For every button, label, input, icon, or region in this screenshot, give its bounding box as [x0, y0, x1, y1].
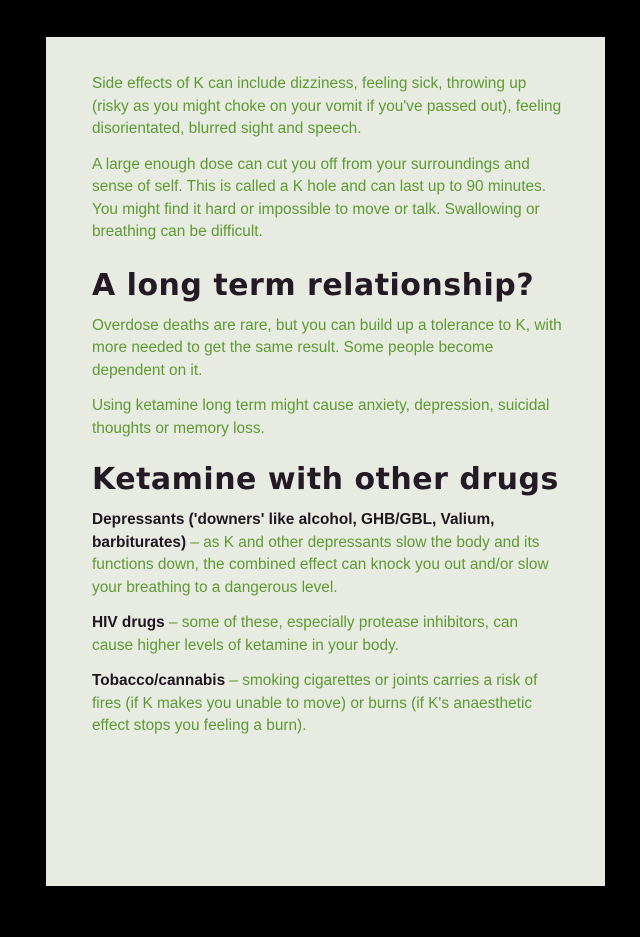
depressants-lead: Depressants ('downers' like alcohol, GHB/GBL, Valium, barbiturates) — [92, 511, 495, 551]
paragraph-hiv-drugs — [92, 612, 562, 657]
depressants-text: – as K and other depressants slow the body and its functions down, the combined effect can knock you out and/or slow your breathing to a dangerous level. — [92, 533, 549, 596]
tobacco-cannabis-text: – smoking cigarettes or joints carries a risk of fires (if K makes you unable to move) or burns (if K's anaesthetic effect stops you feeling a burn). — [92, 672, 538, 734]
hiv-drugs-text: – some of these, especially protease inhibitors, can cause higher levels of ketamine in your body. — [92, 614, 519, 654]
leaflet-page — [46, 37, 605, 886]
paragraph-depressants — [92, 509, 562, 599]
paragraph-side-effects: Side effects of K can include dizziness, feeling sick, throwing up (risky as you might choke on your vomit if you've passed out), feeling disorientated, blurred sight and speech. — [92, 75, 562, 137]
paragraph-tobacco-cannabis — [92, 670, 562, 738]
paragraph-long-term-use: Using ketamine long term might cause anxiety, depression, suicidal thoughts or memory loss. — [92, 397, 550, 437]
heading-long-term-relationship: A long term relationship? — [92, 267, 535, 303]
heading-ketamine-with-other-drugs: Ketamine with other drugs — [92, 462, 559, 497]
paragraph-tolerance: Overdose deaths are rare, but you can build up a tolerance to K, with more needed to get the same result. Some people become dependent on it. — [92, 316, 562, 379]
tobacco-cannabis-lead: Tobacco/cannabis — [92, 672, 226, 689]
hiv-drugs-lead: HIV drugs — [92, 614, 165, 631]
paragraph-k-hole: A large enough dose can cut you off from your surroundings and sense of self. This is called a K hole and can last up to 90 minutes. You might find it hard or impossible to move or talk. Swallowing or breathing can be difficult. — [92, 155, 547, 240]
